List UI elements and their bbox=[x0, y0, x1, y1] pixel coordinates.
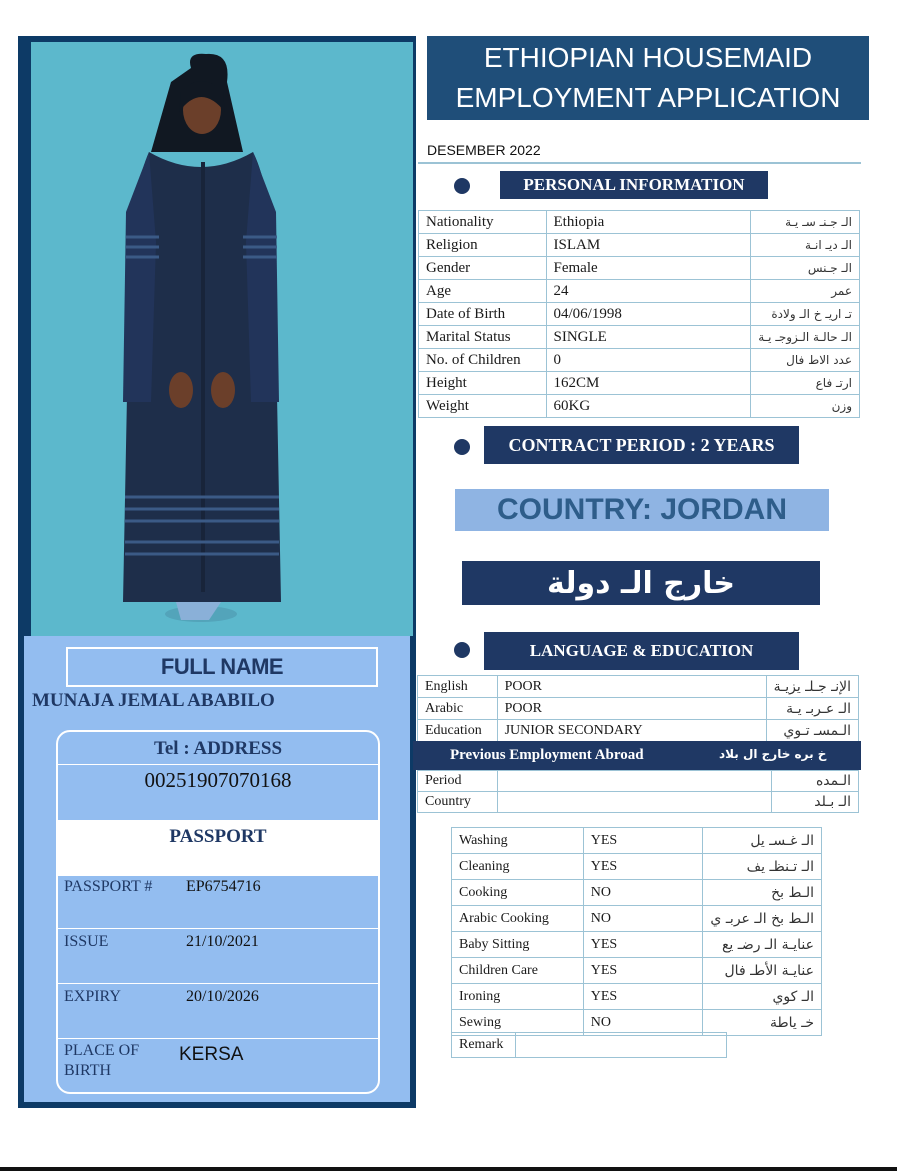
row-value: SINGLE bbox=[546, 326, 751, 349]
personal-info-row bbox=[419, 257, 860, 280]
skill-row bbox=[452, 958, 822, 984]
language-row bbox=[418, 698, 859, 720]
row-label: Washing bbox=[452, 828, 584, 854]
passport-number-value: EP6754716 bbox=[186, 878, 261, 895]
bullet-icon bbox=[454, 439, 470, 455]
row-label-arabic: عنايـة الـ رضـ يع bbox=[703, 932, 822, 958]
document-date: DESEMBER 2022 bbox=[427, 142, 541, 158]
skills-table bbox=[451, 827, 822, 1036]
previous-employment-heading bbox=[413, 741, 861, 770]
row-value bbox=[497, 771, 771, 792]
row-value: NO bbox=[583, 880, 703, 906]
bullet-icon bbox=[454, 642, 470, 658]
personal-info-row bbox=[419, 303, 860, 326]
bottom-rule bbox=[0, 1167, 897, 1171]
row-label: Weight bbox=[419, 395, 547, 418]
row-label-arabic: الـ جـنـ سـ يـة bbox=[751, 211, 860, 234]
full-name-value: MUNAJA JEMAL ABABILO bbox=[32, 690, 275, 711]
row-label: Country bbox=[418, 792, 498, 813]
country-arabic: خارج الـ دولة bbox=[462, 561, 820, 605]
previous-employment-table bbox=[417, 770, 859, 813]
skill-row bbox=[452, 880, 822, 906]
personal-info-row bbox=[419, 280, 860, 303]
issue-value: 21/10/2021 bbox=[186, 933, 259, 950]
pob-label-2: BIRTH bbox=[64, 1062, 112, 1079]
row-value: Female bbox=[546, 257, 751, 280]
previous-employment-title: Previous Employment Abroad bbox=[450, 747, 644, 763]
row-label: Date of Birth bbox=[419, 303, 547, 326]
language-table bbox=[417, 675, 859, 742]
expiry-label: EXPIRY bbox=[64, 988, 121, 1005]
row-label-arabic: ارتـ فاع bbox=[751, 372, 860, 395]
contract-period-heading: CONTRACT PERIOD : 2 YEARS bbox=[484, 426, 799, 464]
row-label-arabic: الـ تـنظـ يف bbox=[703, 854, 822, 880]
row-value: POOR bbox=[497, 698, 766, 720]
row-label: Cleaning bbox=[452, 854, 584, 880]
tel-label: Tel : ADDRESS bbox=[153, 738, 283, 759]
row-label-arabic: الـ بـلد bbox=[772, 792, 859, 813]
expiry-value: 20/10/2026 bbox=[186, 988, 259, 1005]
row-value: 04/06/1998 bbox=[546, 303, 751, 326]
row-label-arabic: الـط بخ الـ عربـ ي bbox=[703, 906, 822, 932]
personal-info-row bbox=[419, 349, 860, 372]
personal-info-row bbox=[419, 211, 860, 234]
row-label-arabic: خـ ياطة bbox=[703, 1010, 822, 1036]
row-label-arabic: الـمده bbox=[772, 771, 859, 792]
row-label-arabic: وزن bbox=[751, 395, 860, 418]
row-label-arabic: الـ عـربـ يـة bbox=[766, 698, 858, 720]
row-label: Marital Status bbox=[419, 326, 547, 349]
divider bbox=[58, 764, 380, 765]
skill-row bbox=[452, 854, 822, 880]
row-label-arabic: الـمسـ تـوي bbox=[766, 720, 858, 742]
row-value: 162CM bbox=[546, 372, 751, 395]
language-education-heading: LANGUAGE & EDUCATION bbox=[484, 632, 799, 670]
previous-employment-title-ar: خ بره خارج ال بلاد bbox=[719, 747, 827, 761]
title-line-1: ETHIOPIAN HOUSEMAID bbox=[483, 42, 813, 73]
country-label: COUNTRY: JORDAN bbox=[455, 489, 829, 531]
row-value: YES bbox=[583, 984, 703, 1010]
row-label-arabic: عمر bbox=[751, 280, 860, 303]
skill-row bbox=[452, 932, 822, 958]
row-value: JUNIOR SECONDARY bbox=[497, 720, 766, 742]
remark-label: Remark bbox=[452, 1033, 516, 1058]
divider bbox=[58, 928, 380, 929]
row-value: 0 bbox=[546, 349, 751, 372]
skill-row bbox=[452, 906, 822, 932]
row-label-arabic: الـ غـسـ يل bbox=[703, 828, 822, 854]
row-label: No. of Children bbox=[419, 349, 547, 372]
row-label-arabic: الـ جـنس bbox=[751, 257, 860, 280]
row-value: YES bbox=[583, 932, 703, 958]
language-row bbox=[418, 676, 859, 698]
row-value: 24 bbox=[546, 280, 751, 303]
row-label: Nationality bbox=[419, 211, 547, 234]
row-label: Period bbox=[418, 771, 498, 792]
row-value bbox=[497, 792, 771, 813]
skill-row bbox=[452, 828, 822, 854]
issue-label: ISSUE bbox=[64, 933, 109, 950]
row-label: Arabic bbox=[418, 698, 498, 720]
remark-value bbox=[516, 1033, 727, 1058]
row-label-arabic: الـ حالـة الـزوجـ يـة bbox=[751, 326, 860, 349]
row-label: English bbox=[418, 676, 498, 698]
row-label: Height bbox=[419, 372, 547, 395]
bullet-icon bbox=[454, 178, 470, 194]
row-value: YES bbox=[583, 828, 703, 854]
row-label: Age bbox=[419, 280, 547, 303]
language-row bbox=[418, 720, 859, 742]
row-value: YES bbox=[583, 958, 703, 984]
candidate-photo bbox=[31, 42, 413, 636]
divider bbox=[418, 162, 861, 164]
row-label: Ironing bbox=[452, 984, 584, 1010]
personal-info-row bbox=[419, 234, 860, 257]
row-value: NO bbox=[583, 1010, 703, 1036]
divider bbox=[58, 1038, 380, 1039]
full-name-label: FULL NAME bbox=[66, 647, 378, 687]
row-label: Sewing bbox=[452, 1010, 584, 1036]
row-label: Religion bbox=[419, 234, 547, 257]
divider bbox=[58, 983, 380, 984]
row-value: ISLAM bbox=[546, 234, 751, 257]
row-label-arabic: عدد الاط فال bbox=[751, 349, 860, 372]
row-label-arabic: تـ اريـ خ الـ ولادة bbox=[751, 303, 860, 326]
personal-info-row bbox=[419, 326, 860, 349]
personal-info-row bbox=[419, 395, 860, 418]
title-line-2: EMPLOYMENT APPLICATION bbox=[455, 82, 841, 113]
row-label: Arabic Cooking bbox=[452, 906, 584, 932]
pob-value: KERSA bbox=[179, 1044, 244, 1065]
previous-employment-row bbox=[418, 771, 859, 792]
row-label: Cooking bbox=[452, 880, 584, 906]
row-label-arabic: عنايـة الأطـ فال bbox=[703, 958, 822, 984]
skill-row bbox=[452, 984, 822, 1010]
person-figure-image bbox=[31, 42, 413, 636]
row-value: Ethiopia bbox=[546, 211, 751, 234]
passport-title: PASSPORT bbox=[169, 826, 267, 847]
pob-label-1: PLACE OF bbox=[64, 1042, 140, 1059]
personal-info-table bbox=[418, 210, 860, 418]
row-label-arabic: الإنـ جـلـ يزيـة bbox=[766, 676, 858, 698]
row-label: Gender bbox=[419, 257, 547, 280]
document-title bbox=[427, 36, 869, 120]
row-label: Children Care bbox=[452, 958, 584, 984]
row-label-arabic: الـط بخ bbox=[703, 880, 822, 906]
remark-table bbox=[451, 1032, 727, 1058]
personal-info-heading: PERSONAL INFORMATION bbox=[500, 171, 768, 199]
row-value: 60KG bbox=[546, 395, 751, 418]
row-label-arabic: الـ ديـ انـة bbox=[751, 234, 860, 257]
previous-employment-row bbox=[418, 792, 859, 813]
row-label: Education bbox=[418, 720, 498, 742]
row-value: NO bbox=[583, 906, 703, 932]
row-value: POOR bbox=[497, 676, 766, 698]
tel-value: 00251907070168 bbox=[144, 768, 292, 792]
personal-info-row bbox=[419, 372, 860, 395]
row-label-arabic: الـ كوي bbox=[703, 984, 822, 1010]
passport-number-label: PASSPORT # bbox=[64, 878, 153, 895]
contact-passport-card bbox=[56, 730, 380, 1094]
row-label: Baby Sitting bbox=[452, 932, 584, 958]
row-value: YES bbox=[583, 854, 703, 880]
